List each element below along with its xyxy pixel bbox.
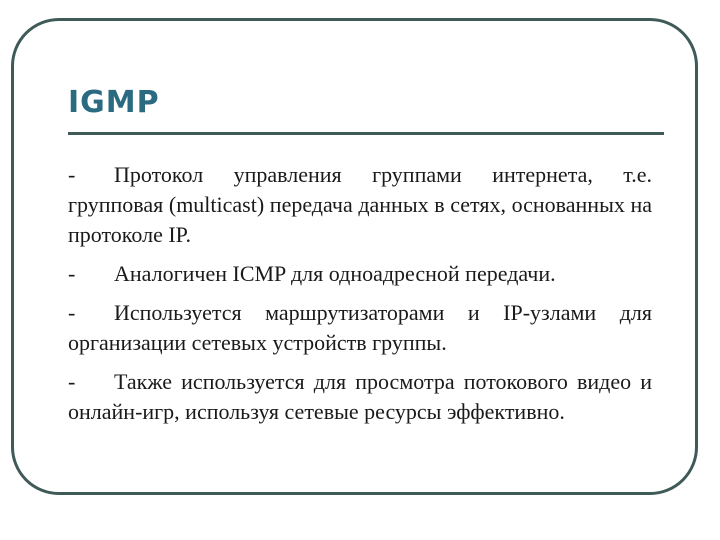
bullet-item-4 (68, 367, 652, 427)
bullet-marker: - (68, 300, 76, 325)
bullet-item-1 (68, 160, 652, 250)
bullet-marker: - (68, 369, 76, 394)
bullet-item-2 (68, 259, 652, 289)
slide-body (68, 160, 652, 436)
bullet-item-3 (68, 298, 652, 358)
title-divider (68, 132, 664, 135)
bullet-text: Аналогичен ICMP для одноадресной передачи. (114, 261, 556, 286)
bullet-text: Протокол управления группами интернета, т.е. групповая (multicast) передача данных в сетях, основанных на протоколе IP. (68, 162, 652, 247)
bullet-text: Также используется для просмотра потокового видео и онлайн-игр, используя сетевые ресурсы эффективно. (68, 369, 652, 424)
bullet-marker: - (68, 162, 76, 187)
bullet-marker: - (68, 261, 76, 286)
slide-title: IGMP (68, 85, 160, 120)
bullet-text: Используется маршрутизаторами и IP-узлами для организации сетевых устройств группы. (68, 300, 652, 355)
